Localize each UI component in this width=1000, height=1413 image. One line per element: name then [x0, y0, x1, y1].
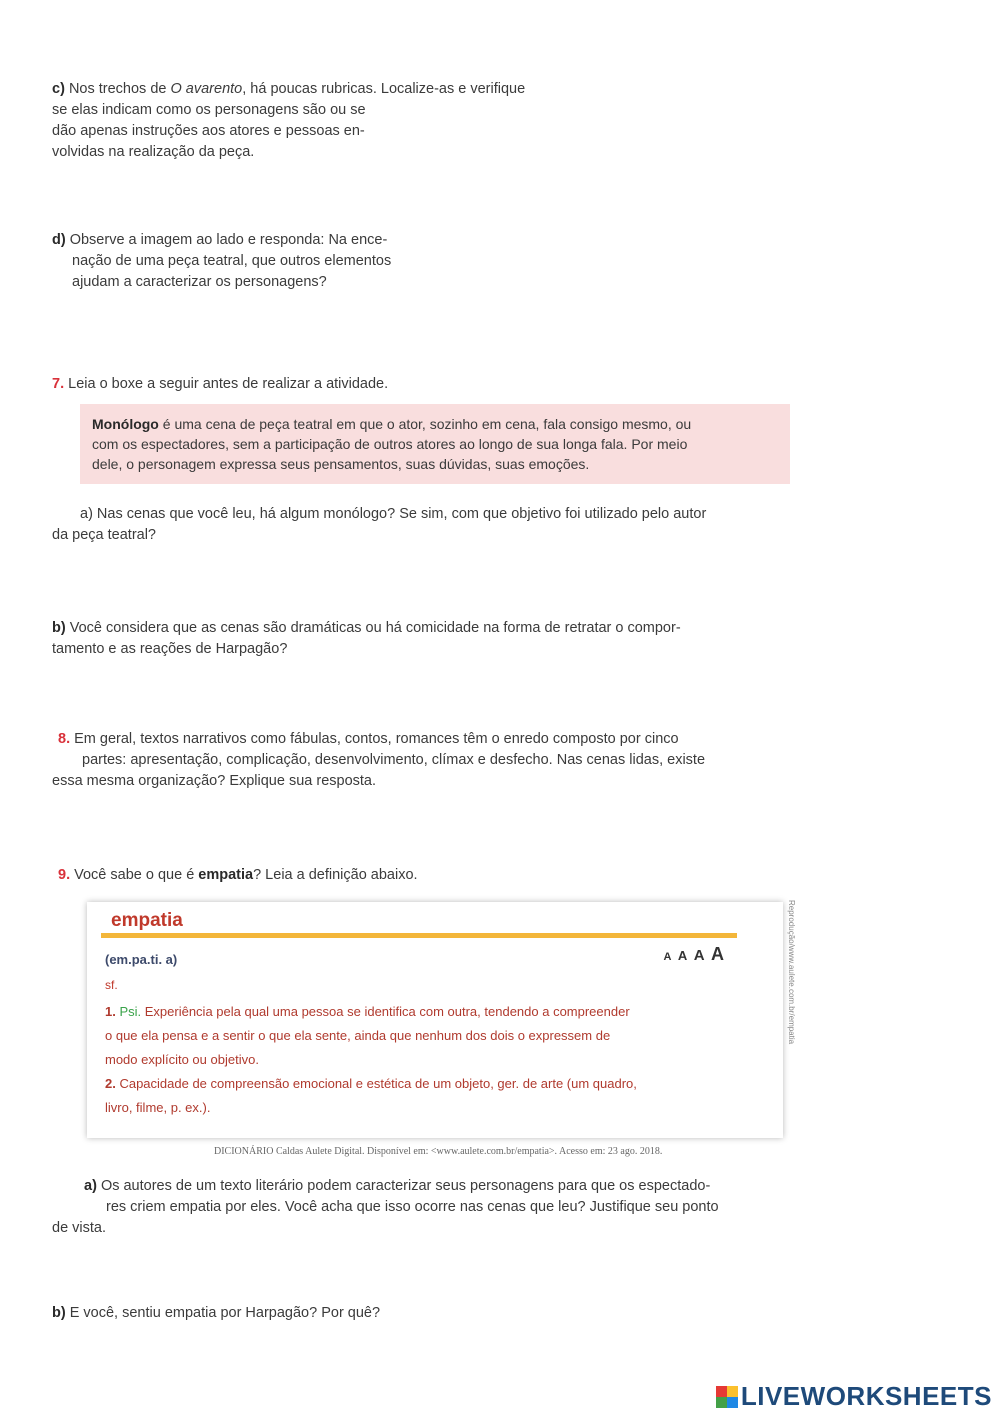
- item-label: b): [52, 620, 66, 636]
- font-size-option-2[interactable]: A: [677, 948, 689, 963]
- headword-divider: [101, 933, 737, 938]
- book-title: O avarento: [170, 81, 243, 97]
- logo-square-green: [716, 1397, 727, 1408]
- dictionary-source: DICIONÁRIO Caldas Aulete Digital. Disponível em: <www.aulete.com.br/empatia>. Acesso em: 23 ago. 2018.: [214, 1146, 663, 1157]
- keyword-empatia: empatia: [198, 867, 254, 883]
- question-8: 8. Em geral, textos narrativos como fábulas, contos, romances têm o enredo composto por cinco partes: apresentação, complicação, desenvolvimento, clímax e desfecho. Nas cenas lidas, existe essa mesma organização? Explique sua resposta.: [52, 731, 706, 789]
- grammar-class: sf.: [105, 978, 118, 992]
- dictionary-entry-card: [87, 902, 783, 1138]
- item-label: d): [52, 232, 66, 248]
- font-size-option-1[interactable]: A: [663, 951, 673, 963]
- logo-text: LIVEWORKSHEETS: [740, 1381, 992, 1411]
- question-6c: c) Nos trechos de O avarento, há poucas rubricas. Localize-as e verifique se elas indicam como os personagens são ou se dão apenas instruções aos atores e pessoas en- volvidas na realização da peça.: [52, 81, 526, 160]
- definitions: 1. Psi. Experiência pela qual uma pessoa se identifica com outra, tendendo a compreender o que ela pensa e a sentir o que ela sente, ainda que nenhum dos dois o expressem de modo explícito ou objetivo. 2. Capacidade de compreensão emocional e estética de um objeto, ger. de arte (um quadro, livro, filme, p. ex.).: [105, 1004, 637, 1115]
- dictionary-headword: empatia: [111, 910, 183, 931]
- question-number: 7.: [52, 376, 65, 392]
- question-9b: b) E você, sentiu empatia por Harpagão? Por quê?: [52, 1305, 381, 1321]
- question-7a: a) Nas cenas que você leu, há algum monólogo? Se sim, com que objetivo foi utilizado pelo autor da peça teatral?: [52, 506, 707, 543]
- item-label: c): [52, 81, 65, 97]
- box-term: Monólogo: [92, 416, 159, 432]
- question-number: 9.: [58, 867, 71, 883]
- font-size-option-3[interactable]: A: [693, 947, 706, 964]
- logo-square-red: [716, 1386, 727, 1397]
- domain-tag: Psi.: [119, 1004, 142, 1019]
- question-7b: b) Você considera que as cenas são dramáticas ou há comicidade na forma de retratar o compor- tamento e as reações de Harpagão?: [52, 620, 681, 657]
- item-label: b): [52, 1305, 66, 1321]
- question-9a: a) Os autores de um texto literário podem caracterizar seus personagens para que os espectado- res criem empatia por eles. Você acha que isso ocorre nas cenas que leu? Justifique seu ponto de vista.: [52, 1178, 719, 1236]
- syllable-division: (em.pa.ti. a): [105, 952, 178, 967]
- font-size-controls: [663, 944, 725, 965]
- question-number: 8.: [58, 731, 71, 747]
- question-7: 7. Leia o boxe a seguir antes de realizar a atividade.: [52, 376, 389, 392]
- item-label: a): [84, 1178, 97, 1194]
- monologue-definition-box: Monólogo é uma cena de peça teatral em que o ator, sozinho em cena, fala consigo mesmo, ou com os espectadores, sem a participação de outros atores ao longo de sua longa fala. Por meio dele, o personagem expressa seus pensamentos, suas dúvidas, suas emoções.: [80, 404, 790, 484]
- liveworksheets-logo[interactable]: [716, 1381, 992, 1412]
- font-size-option-4[interactable]: A: [711, 944, 725, 964]
- question-6d: d) Observe a imagem ao lado e responda: Na ence- nação de uma peça teatral, que outros elementos ajudam a caracterizar os personagens?: [52, 232, 392, 290]
- logo-square-blue: [727, 1397, 738, 1408]
- liveworksheets-logo-icon: [716, 1386, 738, 1408]
- image-credit: Reprodução/www.aulete.com.br/empatia: [787, 900, 796, 1045]
- logo-square-yellow: [727, 1386, 738, 1397]
- question-9: 9. Você sabe o que é empatia? Leia a definição abaixo.: [58, 867, 418, 883]
